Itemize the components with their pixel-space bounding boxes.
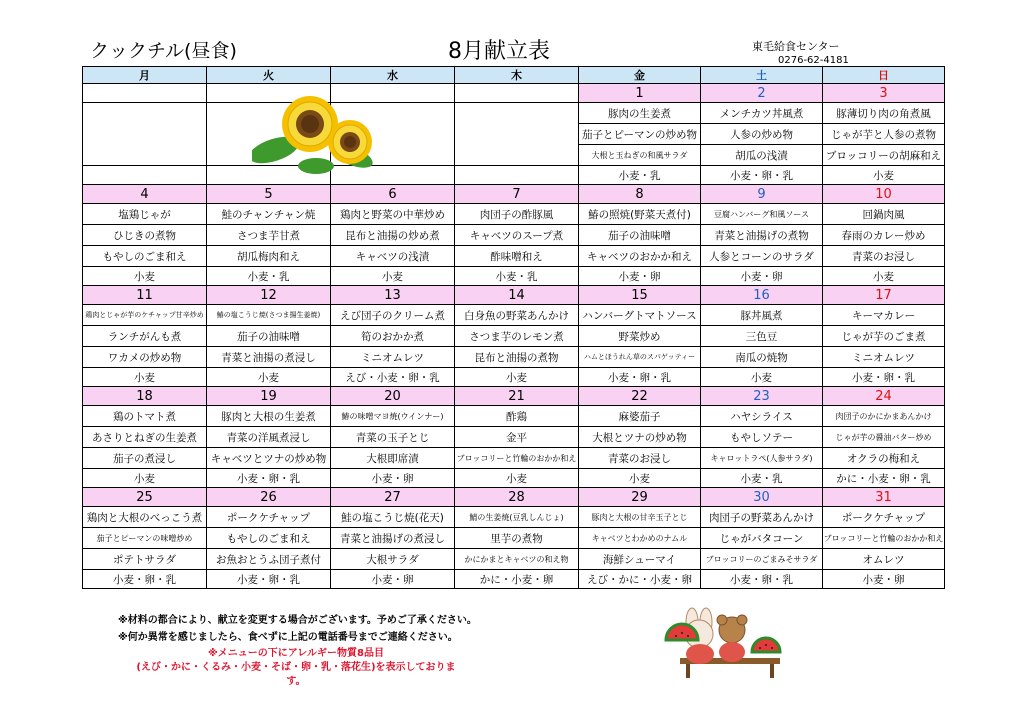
date-cell: 17: [823, 286, 945, 305]
allergen-cell: えび・かに・小麦・卵: [579, 570, 701, 589]
menu-item-row: [83, 427, 945, 448]
menu-type-title: クックチル(昼食): [90, 40, 237, 62]
allergen-cell: [455, 166, 579, 185]
menu-item: 青菜と油揚の煮浸し: [207, 347, 331, 368]
note-line: ※何か異常を感じましたら、食べずに上記の電話番号までご連絡ください。: [118, 632, 458, 643]
date-cell: 19: [207, 387, 331, 406]
date-cell: [455, 84, 579, 103]
menu-item: オムレツ: [823, 549, 945, 570]
menu-item: [455, 124, 579, 145]
date-cell: 23: [701, 387, 823, 406]
menu-item: キャロットラペ(人参サラダ): [701, 448, 823, 469]
allergen-row: [83, 570, 945, 589]
menu-item: キャベツとツナの炒め物: [207, 448, 331, 469]
menu-item-row: [83, 204, 945, 225]
menu-item-row: [83, 448, 945, 469]
menu-item: ハンバーグトマトソース: [579, 305, 701, 326]
menu-item: キャベツのスープ煮: [455, 225, 579, 246]
menu-item: もやしのごま和え: [83, 246, 207, 267]
menu-item: 茄子の煮浸し: [83, 448, 207, 469]
weekday-header: 火: [207, 67, 331, 84]
allergen-cell: 小麦・卵・乳: [823, 368, 945, 387]
menu-item: 鶏肉と大根のべっこう煮: [83, 507, 207, 528]
menu-item: もやしソテー: [701, 427, 823, 448]
menu-item: 筍のおかか煮: [331, 326, 455, 347]
date-cell: 20: [331, 387, 455, 406]
allergen-cell: えび・小麦・卵・乳: [331, 368, 455, 387]
menu-item: 青菜と油揚げの煮物: [701, 225, 823, 246]
allergen-row: [83, 166, 945, 185]
menu-item: 肉団子のかにかまあんかけ: [823, 406, 945, 427]
menu-item: 青菜と油揚げの煮浸し: [331, 528, 455, 549]
menu-item: 大根と玉ねぎの和風サラダ: [579, 145, 701, 166]
menu-item: 肉団子の野菜あんかけ: [701, 507, 823, 528]
date-cell: 13: [331, 286, 455, 305]
menu-item: 塩鶏じゃが: [83, 204, 207, 225]
menu-item: あさりとねぎの生姜煮: [83, 427, 207, 448]
menu-item: ひじきの煮物: [83, 225, 207, 246]
menu-item: ミニオムレツ: [331, 347, 455, 368]
menu-item: 豚薄切り肉の角煮風: [823, 103, 945, 124]
menu-item: 酢味噌和え: [455, 246, 579, 267]
menu-item: メンチカツ丼風煮: [701, 103, 823, 124]
menu-item: 大根即席漬: [331, 448, 455, 469]
date-cell: 14: [455, 286, 579, 305]
date-row: [83, 387, 945, 406]
menu-item: 豚肉の生姜煮: [579, 103, 701, 124]
menu-item: えび団子のクリーム煮: [331, 305, 455, 326]
menu-item: じゃが芋のごま煮: [823, 326, 945, 347]
menu-item: 鰆の味噌マヨ焼(ウインナー): [331, 406, 455, 427]
menu-item: 青菜のお浸し: [823, 246, 945, 267]
notes: [118, 612, 477, 646]
menu-item-row: [83, 103, 945, 124]
menu-item: 野菜炒め: [579, 326, 701, 347]
menu-item: 三色豆: [701, 326, 823, 347]
date-cell: 10: [823, 185, 945, 204]
allergen-cell: 小麦・卵・乳: [701, 166, 823, 185]
menu-item: ハヤシライス: [701, 406, 823, 427]
menu-item: 茄子とピーマンの味噌炒め: [83, 528, 207, 549]
date-cell: 29: [579, 488, 701, 507]
menu-item-row: [83, 124, 945, 145]
menu-item: 鮭のチャンチャン焼: [207, 204, 331, 225]
menu-item: 里芋の煮物: [455, 528, 579, 549]
menu-item-row: [83, 246, 945, 267]
menu-item: かにかまとキャベツの和え物: [455, 549, 579, 570]
date-cell: 21: [455, 387, 579, 406]
date-cell: 24: [823, 387, 945, 406]
allergen-cell: 小麦・卵・乳: [701, 570, 823, 589]
menu-item: ポテトサラダ: [83, 549, 207, 570]
allergy-notice: [136, 647, 456, 689]
menu-item: ランチがんも煮: [83, 326, 207, 347]
menu-item: さつま芋甘煮: [207, 225, 331, 246]
allergen-cell: 小麦: [83, 368, 207, 387]
menu-item: ブロッコリーのごまみそサラダ: [701, 549, 823, 570]
menu-item: キャベツとわかめのナムル: [579, 528, 701, 549]
date-row: [83, 185, 945, 204]
weekday-header: 日: [823, 67, 945, 84]
menu-item: 金平: [455, 427, 579, 448]
allergen-cell: 小麦・卵・乳: [207, 469, 331, 488]
menu-item: [83, 145, 207, 166]
weekday-header: 水: [331, 67, 455, 84]
menu-item: キャベツのおかか和え: [579, 246, 701, 267]
sunflower-illustration: [252, 94, 382, 178]
menu-item: 鰆の塩こうじ焼(さつま揚生姜焼): [207, 305, 331, 326]
menu-item-row: [83, 528, 945, 549]
allergen-cell: 小麦・乳: [701, 469, 823, 488]
menu-item: 大根サラダ: [331, 549, 455, 570]
allergen-cell: 小麦・卵: [701, 267, 823, 286]
allergen-cell: 小麦・卵・乳: [207, 570, 331, 589]
allergen-cell: 小麦・卵: [331, 469, 455, 488]
allergen-cell: かに・小麦・卵: [455, 570, 579, 589]
weekday-header: 木: [455, 67, 579, 84]
menu-item: 麻婆茄子: [579, 406, 701, 427]
menu-item: 肉団子の酢豚風: [455, 204, 579, 225]
date-cell: 6: [331, 185, 455, 204]
allergen-row: [83, 368, 945, 387]
menu-item: オクラの梅和え: [823, 448, 945, 469]
note-line: ※材料の都合により、献立を変更する場合がございます。予めご了承ください。: [118, 615, 477, 626]
date-cell: 16: [701, 286, 823, 305]
menu-item: 青菜の洋風煮浸し: [207, 427, 331, 448]
allergen-cell: 小麦: [823, 267, 945, 286]
allergen-cell: 小麦・卵: [331, 570, 455, 589]
allergen-cell: 小麦・卵・乳: [83, 570, 207, 589]
menu-item: [455, 145, 579, 166]
date-cell: 2: [701, 84, 823, 103]
menu-item-row: [83, 305, 945, 326]
menu-item: 鶏のトマト煮: [83, 406, 207, 427]
date-cell: 31: [823, 488, 945, 507]
menu-item: 豆腐ハンバーグ和風ソース: [701, 204, 823, 225]
date-cell: [83, 84, 207, 103]
menu-item: 鮭の塩こうじ焼(花天): [331, 507, 455, 528]
menu-item: 青菜の玉子とじ: [331, 427, 455, 448]
menu-item: 青菜のお浸し: [579, 448, 701, 469]
allergen-cell: 小麦・卵: [823, 570, 945, 589]
date-row: [83, 286, 945, 305]
allergen-row: [83, 267, 945, 286]
allergen-cell: 小麦: [455, 368, 579, 387]
allergy-line: (えび・かに・くるみ・小麦・そば・卵・乳・落花生)を表示しております。: [136, 662, 456, 687]
menu-item: 鰆の照焼(野菜天煮付): [579, 204, 701, 225]
menu-item-row: [83, 549, 945, 570]
menu-item-row: [83, 507, 945, 528]
menu-item: [83, 124, 207, 145]
menu-item-row: [83, 326, 945, 347]
menu-item: 昆布と油揚の煮物: [455, 347, 579, 368]
menu-item: 人参の炒め物: [701, 124, 823, 145]
menu-item-row: [83, 145, 945, 166]
allergen-cell: 小麦・卵・乳: [579, 368, 701, 387]
date-cell: 12: [207, 286, 331, 305]
menu-item: さつま芋のレモン煮: [455, 326, 579, 347]
allergen-cell: 小麦: [83, 469, 207, 488]
date-cell: 15: [579, 286, 701, 305]
menu-item: 茄子の油味噌: [207, 326, 331, 347]
menu-item: [83, 103, 207, 124]
center-phone: 0276-62-4181: [778, 55, 849, 66]
menu-item: じゃが芋の醤油バター炒め: [823, 427, 945, 448]
allergen-cell: 小麦: [455, 469, 579, 488]
menu-item: [455, 103, 579, 124]
menu-item: 鶏肉と野菜の中華炒め: [331, 204, 455, 225]
menu-item: お魚おとうふ団子煮付: [207, 549, 331, 570]
watermelon-animals-illustration: [660, 600, 790, 680]
menu-item: 鯖の生姜焼(豆乳しんじょ): [455, 507, 579, 528]
date-cell: 30: [701, 488, 823, 507]
allergen-cell: 小麦: [331, 267, 455, 286]
date-cell: 9: [701, 185, 823, 204]
menu-item: 茄子の油味噌: [579, 225, 701, 246]
center-name: 東毛給食センター: [752, 40, 840, 53]
menu-item: 昆布と油揚の炒め煮: [331, 225, 455, 246]
menu-item: キーマカレー: [823, 305, 945, 326]
menu-item: 胡瓜梅肉和え: [207, 246, 331, 267]
allergen-cell: 小麦: [579, 469, 701, 488]
menu-item: 豚肉と大根の生姜煮: [207, 406, 331, 427]
menu-item: ミニオムレツ: [823, 347, 945, 368]
menu-item: 茄子とピーマンの炒め物: [579, 124, 701, 145]
menu-item: 海鮮シューマイ: [579, 549, 701, 570]
date-cell: 28: [455, 488, 579, 507]
menu-item: ワカメの炒め物: [83, 347, 207, 368]
allergen-cell: 小麦・乳: [579, 166, 701, 185]
date-cell: 1: [579, 84, 701, 103]
allergen-cell: [83, 166, 207, 185]
allergen-cell: 小麦: [823, 166, 945, 185]
allergy-line: ※メニューの下にアレルギー物質8品目: [207, 648, 385, 659]
menu-item: じゃがバタコーン: [701, 528, 823, 549]
menu-item: 南瓜の焼物: [701, 347, 823, 368]
menu-item: じゃが芋と人参の煮物: [823, 124, 945, 145]
menu-item: キャベツの浅漬: [331, 246, 455, 267]
date-cell: 7: [455, 185, 579, 204]
menu-item: ポークケチャップ: [207, 507, 331, 528]
page-title: 8月献立表: [448, 39, 550, 64]
menu-item: ブロッコリーの胡麻和え: [823, 145, 945, 166]
menu-item: 春雨のカレー炒め: [823, 225, 945, 246]
date-cell: 3: [823, 84, 945, 103]
date-row: [83, 488, 945, 507]
menu-calendar: [82, 66, 945, 589]
menu-item: 鶏肉とじゃが芋のケチャップ甘辛炒め: [83, 305, 207, 326]
date-cell: 11: [83, 286, 207, 305]
date-row: [83, 84, 945, 103]
menu-item: 白身魚の野菜あんかけ: [455, 305, 579, 326]
date-cell: 25: [83, 488, 207, 507]
date-cell: 27: [331, 488, 455, 507]
menu-item-row: [83, 406, 945, 427]
menu-item: もやしのごま和え: [207, 528, 331, 549]
menu-item: 大根とツナの炒め物: [579, 427, 701, 448]
menu-item: 人参とコーンのサラダ: [701, 246, 823, 267]
date-cell: 4: [83, 185, 207, 204]
date-cell: 22: [579, 387, 701, 406]
menu-item: 豚丼風煮: [701, 305, 823, 326]
allergen-cell: 小麦・乳: [455, 267, 579, 286]
weekday-header: 月: [83, 67, 207, 84]
menu-item-row: [83, 347, 945, 368]
date-cell: 18: [83, 387, 207, 406]
date-cell: 5: [207, 185, 331, 204]
allergen-cell: かに・小麦・卵・乳: [823, 469, 945, 488]
allergen-cell: 小麦・乳: [207, 267, 331, 286]
weekday-header: 金: [579, 67, 701, 84]
menu-item: 回鍋肉風: [823, 204, 945, 225]
date-cell: 26: [207, 488, 331, 507]
menu-item: 胡瓜の浅漬: [701, 145, 823, 166]
allergen-cell: 小麦: [207, 368, 331, 387]
date-cell: 8: [579, 185, 701, 204]
menu-item: ブロッコリーと竹輪のおかか和え: [455, 448, 579, 469]
menu-item: ハムとほうれん草のスパゲッティー: [579, 347, 701, 368]
menu-item: ブロッコリーと竹輪のおかか和え: [823, 528, 945, 549]
menu-item: ポークケチャップ: [823, 507, 945, 528]
menu-item: 酢鶏: [455, 406, 579, 427]
menu-item-row: [83, 225, 945, 246]
allergen-cell: 小麦: [701, 368, 823, 387]
allergen-cell: 小麦・卵: [579, 267, 701, 286]
weekday-header: 土: [701, 67, 823, 84]
menu-item: 豚肉と大根の甘辛玉子とじ: [579, 507, 701, 528]
weekday-header-row: [83, 67, 945, 84]
allergen-row: [83, 469, 945, 488]
allergen-cell: 小麦: [83, 267, 207, 286]
